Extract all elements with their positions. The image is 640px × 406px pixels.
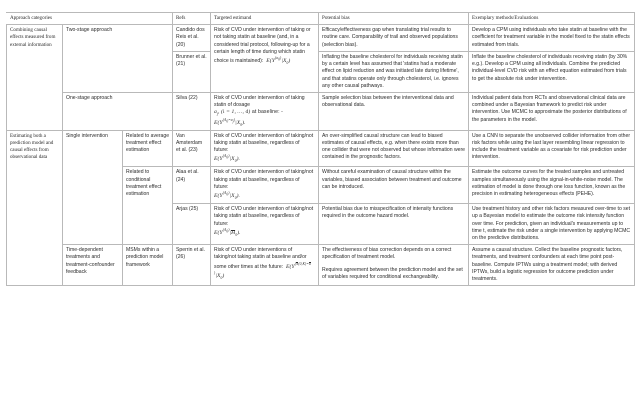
table-row [7, 130, 635, 167]
header-potential-bias: Potential bias [319, 13, 469, 25]
methods-cell: Inflate the baseline cholesterol of individuals receiving statin (by 30% e.g.). Develop a CPM using all individuals. Combine the predicted individual-level CVD risk with an effect equation estimated from trials to get the absolute risk under intervention. [469, 51, 635, 92]
header-exemplary-methods: Exemplary methods/Evaluations [469, 13, 635, 25]
refs-cell: Silva (22) [173, 92, 211, 130]
table-body [7, 25, 635, 286]
header-targeted-estimand: Targeted estimand [211, 13, 319, 25]
subgroup-two-stage: Two-stage approach [63, 25, 173, 93]
methods-cell: Develop a CPM using individuals who take statin at baseline with the coefficient for treatment variable in the model fixed to the statin effects estimated from trials. [469, 25, 635, 52]
estimand-math: $E(Y^{(A_0)}|H_0)$. [214, 227, 241, 237]
bias-cell: Without careful examination of causal structure within the variables, biased association between treatment and outcome can be introduced. [319, 167, 469, 204]
estimand-text: Risk of CVD under intervention of taking/not taking statin at baseline, regardless of future: [214, 169, 314, 190]
detail-msms: MSMs within a prediction model framework [123, 245, 173, 286]
refs-cell: Candido dos Reis et al. (20) [173, 25, 211, 52]
table-row [7, 25, 635, 52]
estimand-text: Risk of CVD under intervention of taking statin of dosage [214, 94, 305, 109]
estimand-math-2: $E(Y^{(A_0=a_j)}|X_0)$. [214, 117, 246, 127]
estimand-cell [211, 25, 319, 93]
estimand-text: Risk of CVD under intervention of taking/not taking statin at baseline, regardless of future: [214, 206, 314, 227]
estimand-cell [211, 204, 319, 245]
header-refs: Refs [173, 13, 211, 25]
refs-cell: Alaa et al. (24) [173, 167, 211, 204]
estimand-text: Risk of CVD under intervention of taking or not taking statin at baseline (and, in a considered trial protocol, following-up for a certain length of time during which statin choice is maintained): [214, 27, 311, 64]
estimand-math: $E(Y^{(A_0)}|X_0)$. [214, 191, 241, 201]
header-approach-categories: Approach categories [7, 13, 173, 25]
refs-cell: Van Amsterdam et al. (23) [173, 130, 211, 167]
detail-average-treatment-effect: Related to average treatment effect estimation [123, 130, 173, 167]
estimand-cell [211, 245, 319, 286]
approach-categories-table [6, 12, 635, 286]
header-row [7, 13, 635, 25]
table-row [7, 92, 635, 130]
estimand-cell [211, 92, 319, 130]
refs-cell: Brunner et al. (21) [173, 51, 211, 92]
subgroup-time-dependent: Time-dependent treatments and treatment-confounder feedback [63, 245, 123, 286]
table-row [7, 245, 635, 286]
subgroup-one-stage: One-stage approach [63, 92, 173, 130]
bias-cell: Potential bias due to misspecification of intensity functions required in the outcome hazard model. [319, 204, 469, 245]
methods-cell: Individual patient data from RCTs and observational clinical data are combined under a Bayesian framework to predict risk under intervention. Use MCMC to approximate the posterior distributions of the parameters in the model. [469, 92, 635, 130]
bias-paragraph-1: The effectiveness of bias correction depends on a correct specification of treatment model. [322, 247, 452, 261]
refs-cell: Sperrin et al. (26) [173, 245, 211, 286]
bias-cell: Efficacy/effectiveness gap when translating trial results to routine care. Comparability of trail and observed populations (selection bias). [319, 25, 469, 52]
detail-conditional-treatment-effect: Related to conditional treatment effect estimation [123, 167, 173, 245]
bias-cell: Sample selection bias between the interventional data and observational data. [319, 92, 469, 130]
subgroup-single-intervention: Single intervention [63, 130, 123, 245]
estimand-cell [211, 167, 319, 204]
estimand-text: Risk of CVD under interventions of taking/not taking statin at baseline and/or some other times at the future: [214, 247, 307, 270]
bias-cell: Inflating the baseline cholesterol for individuals receiving statin by a certain level has assumed that 'statins had a moderate effect on lipid reduction and was initiated late during lifetime', and that statins operate only through cholesterol, i.e. ignores any other causal pathways. [319, 51, 469, 92]
bias-paragraph-2: Requires agreement between the prediction model and the set of variables required for conditional exchangeability. [322, 266, 463, 280]
estimand-math: $a_j$, (i = 1, …, d) at baseline: - [214, 109, 283, 117]
refs-cell: Arjas (25) [173, 204, 211, 245]
estimand-math: $E(Y^{(A(0,K)=a)}|X_0)$ [214, 261, 311, 281]
table-header [7, 13, 635, 25]
bias-cell: An over-simplified causal structure can lead to biased estimates of causal effects, e.g. when there exists more than one collider that were not observed but whose information were contained in the prognostic factors. [319, 130, 469, 167]
methods-cell: Use treatment history and other risk factors measured over-time to set up a Bayesian model to estimate the outcome risk intensity function over time. For prediction, given an individual's measurements up to time t, estimate the risk under a single intervention by applying MCMC on the predictive distributions. [469, 204, 635, 245]
estimand-math: $E(Y^{(A_0)}|X_0)$. [214, 154, 241, 164]
estimand-cell [211, 130, 319, 167]
estimand-text: Risk of CVD under intervention of taking/not taking statin at baseline, regardless of future: [214, 132, 314, 154]
bias-cell [319, 245, 469, 286]
group-label-estimating-both: Estimating both a prediction model and causal effects from observational data [7, 130, 63, 286]
methods-cell: Estimate the outcome curves for the treated samples and untreated samples simultaneously using the signal-in-white-noise model. The estimation of model is done through one loss function, known as the precision in estimating heterogeneous effects (PEHE). [469, 167, 635, 204]
estimand-math: $E(Y^{(a_0)}|X_0)$ [264, 56, 291, 66]
methods-cell: Assume a causal structure. Collect the baseline prognostic factors, treatments, and treatment confounders at each time point post-baseline. Compute IPTWs using a treatment model; with derived IPTWs, build a logistic regression for outcome prediction under treatments. [469, 245, 635, 286]
group-label-combining: Combining causal effects measured from external information [7, 25, 63, 130]
methods-cell: Use a CNN to separate the unobserved collider information from other risk factors while using the last layer resembling linear regression to include the treatment variable as a covariate for risk prediction under intervention. [469, 130, 635, 167]
